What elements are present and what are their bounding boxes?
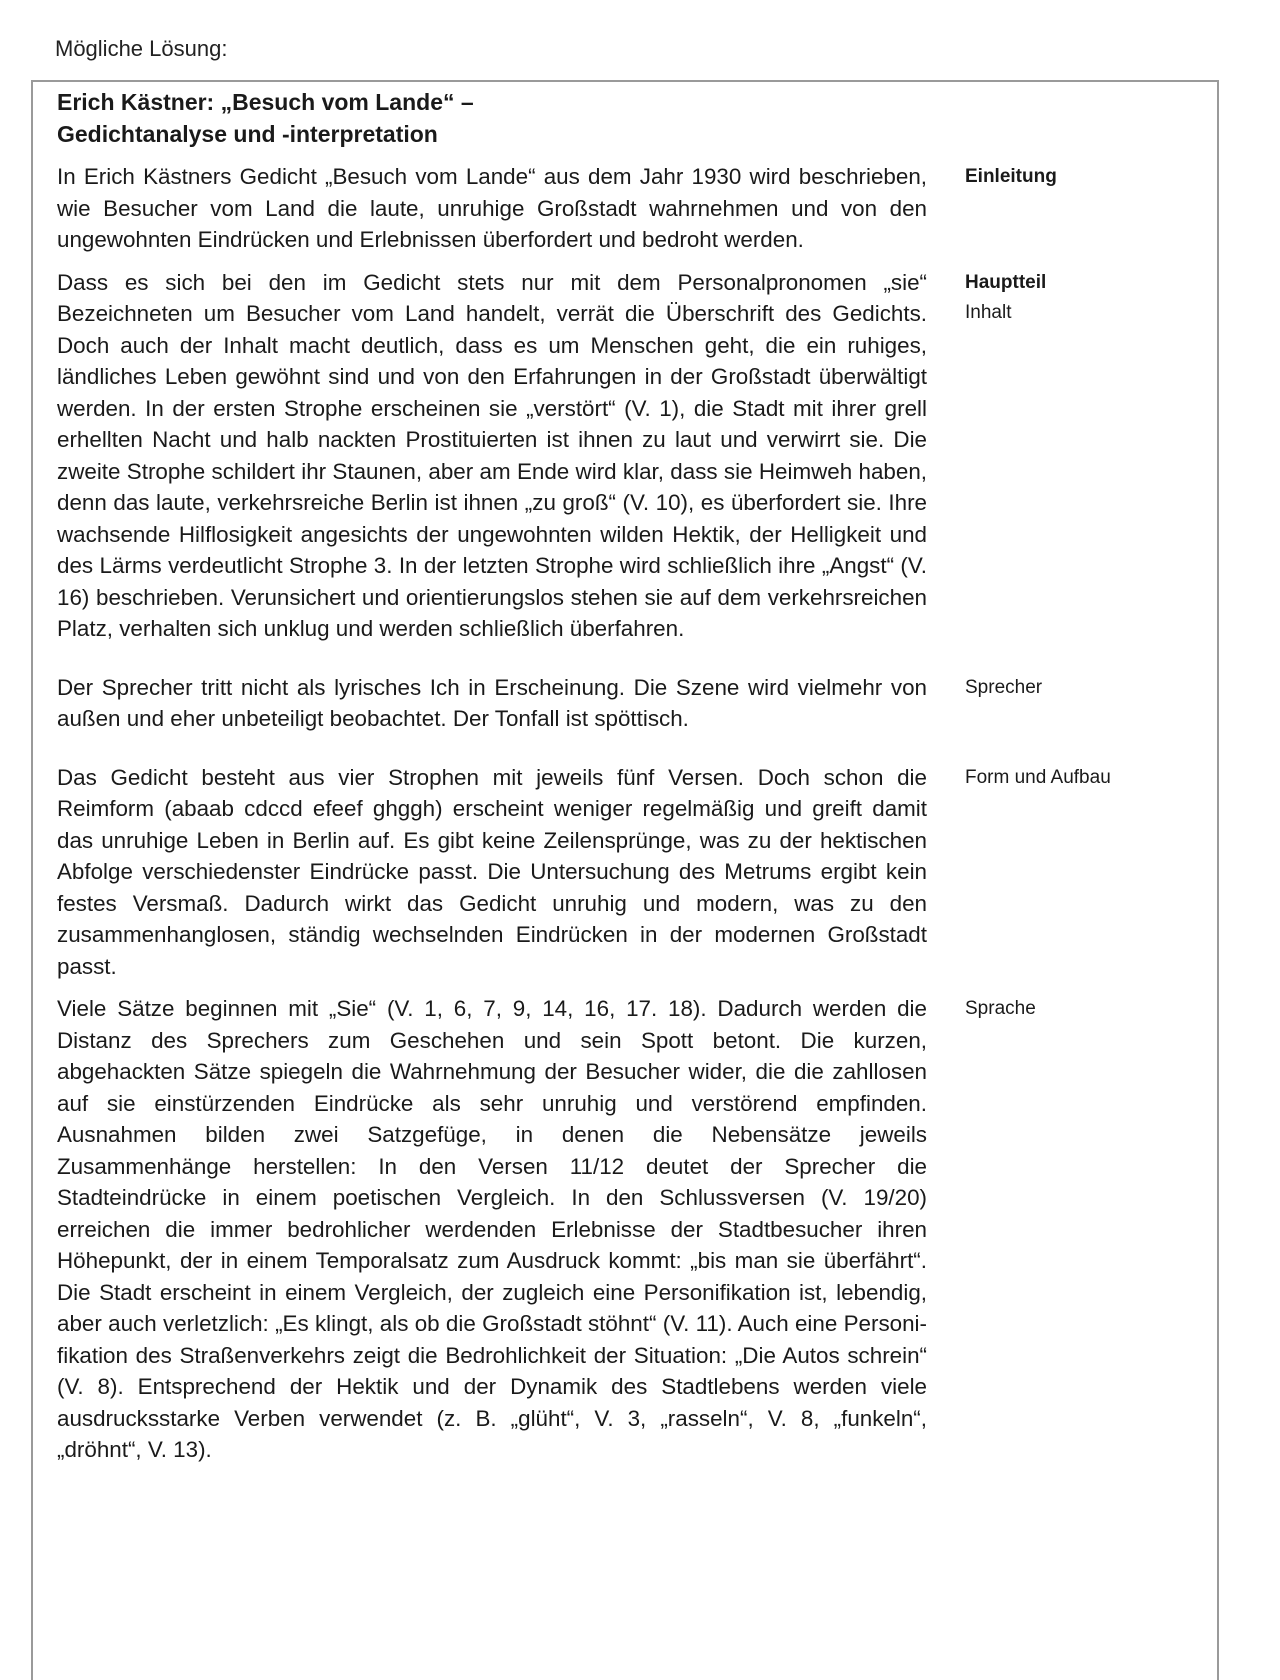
paragraph-inhalt: Dass es sich bei den im Gedicht stets nur mit dem Personalpronomen „sie“ Bezeichneten um Besucher vom Land handelt, verrät die Überschrift des Gedichts. Doch auch der Inhalt macht deutlich, dass es um Menschen geht, die ein ruhiges, ländliches Leben gewöhnt sind und von den Erfahrungen in der Großstadt überwältigt werden. In der ersten Strophe erscheinen sie „verstört“ (V. 1), die Stadt mit ihrer grell erhellten Nacht und halb nackten Prostituierten ist ihnen zu laut und verwirrt sie. Die zweite Strophe schildert ihr Staunen, aber am Ende wird klar, dass sie Heimweh haben, denn das laute, verkehrsreiche Berlin ist ihnen „zu groß“ (V. 10), es überfordert sie. Ihre wachsende Hilflosigkeit angesichts der ungewohnten wilden Hektik, der Helligkeit und des Lärms verdeutlicht Strophe 3. In der letzten Strophe wird schließlich ihre „Angst“ (V. 16) beschrieben. Verunsichert und orientierungslos stehen sie auf dem verkehrsreichen Platz, verhalten sich unklug und werden schließlich überfahren.: [57, 269, 927, 641]
title-line-2: Gedichtanalyse und -interpretation: [57, 121, 438, 147]
page-label: Mögliche Lösung:: [55, 36, 228, 61]
section-sprecher: [57, 672, 1207, 735]
margin-subheading: Inhalt: [965, 301, 1012, 323]
margin-note-sprache: [965, 993, 1036, 1024]
margin-heading: Hauptteil: [965, 271, 1047, 293]
margin-note-einleitung: [965, 161, 1057, 192]
title-line-1: Erich Kästner: „Besuch vom Lande“ –: [57, 89, 474, 115]
margin-heading: Einleitung: [965, 166, 1057, 187]
margin-note-sprecher: [965, 672, 1042, 703]
section-sprache: [57, 993, 1207, 1466]
margin-subheading: Form und Aufbau: [965, 766, 1111, 788]
section-form-aufbau: [57, 762, 1207, 983]
paragraph-einleitung: In Erich Kästners Gedicht „Besuch vom Lande“ aus dem Jahr 1930 wird beschrieben, wie Besucher vom Land die laute, unruhige Großstadt wahrnehmen und von den ungewohnten Eindrücken und Erlebnissen überfordert und bedroht werden.: [57, 164, 927, 252]
margin-subheading: Sprecher: [965, 676, 1043, 698]
margin-subheading: Sprache: [965, 998, 1036, 1019]
section-einleitung: [57, 161, 1207, 256]
paragraph-sprecher: Der Sprecher tritt nicht als lyrisches Ich in Erscheinung. Die Szene wird vielmehr von außen und eher unbeteiligt beobachtet. Der Tonfall ist spöttisch.: [57, 674, 927, 731]
document-content: [57, 86, 1207, 1477]
document-title: [57, 86, 927, 150]
margin-note-inhalt: [965, 267, 1046, 328]
section-inhalt: [57, 267, 1207, 645]
margin-note-form-aufbau: [965, 762, 1111, 793]
paragraph-sprache: Viele Sätze beginnen mit „Sie“ (V. 1, 6, 7, 9, 14, 16, 17. 18). Dadurch werden die Distanz des Sprechers zum Geschehen und sein Spott betont. Die kurzen, abgehackten Sätze spiegeln die Wahrnehmung der Besucher wider, die die zahllosen auf sie einstürzenden Eindrücke als sehr unruhig und verstörend empfinden. Ausnahmen bilden zwei Satzgefüge, in denen die Nebensätze jeweils Zusammenhänge herstellen: In den Versen 11/12 deutet der Sprecher die Stadteindrücke in einem poetischen Vergleich. In den Schlussversen (V. 19/20) erreichen die immer bedrohlicher werdenden Erlebnisse der Stadtbesucher ihren Höhepunkt, der in einem Temporalsatz zum Ausdruck kommt: „bis man sie überfährt“. Die Stadt erscheint in einem Vergleich, der zugleich eine Personifikation ist, lebendig, aber auch verletzlich: „Es klingt, als ob die Großstadt stöhnt“ (V. 11). Auch eine Personifikation des Straßenverkehrs zeigt die Bedrohlichkeit der Situation: „Die Autos schrein“ (V. 8). Entsprechend der Hektik und der Dynamik des Stadtlebens werden viele ausdrucksstarke Verben verwendet (z. B. „glüht“, V. 3, „rasseln“, V. 8, „funkeln“, „dröhnt“, V. 13).: [57, 996, 927, 1462]
paragraph-form-aufbau: Das Gedicht besteht aus vier Strophen mit jeweils fünf Versen. Doch schon die Reimform (abaab cdccd efeef ghggh) erscheint weniger regelmäßig und greift damit das unruhige Leben in Berlin auf. Es gibt keine Zeilensprünge, was zu der hektischen Abfolge verschiedenster Eindrücke passt. Die Untersuchung des Metrums ergibt kein festes Versmaß. Dadurch wirkt das Gedicht unruhig und modern, was zu den zusammenhanglosen, ständig wechselnden Eindrücken in der modernen Großstadt passt.: [57, 764, 927, 979]
